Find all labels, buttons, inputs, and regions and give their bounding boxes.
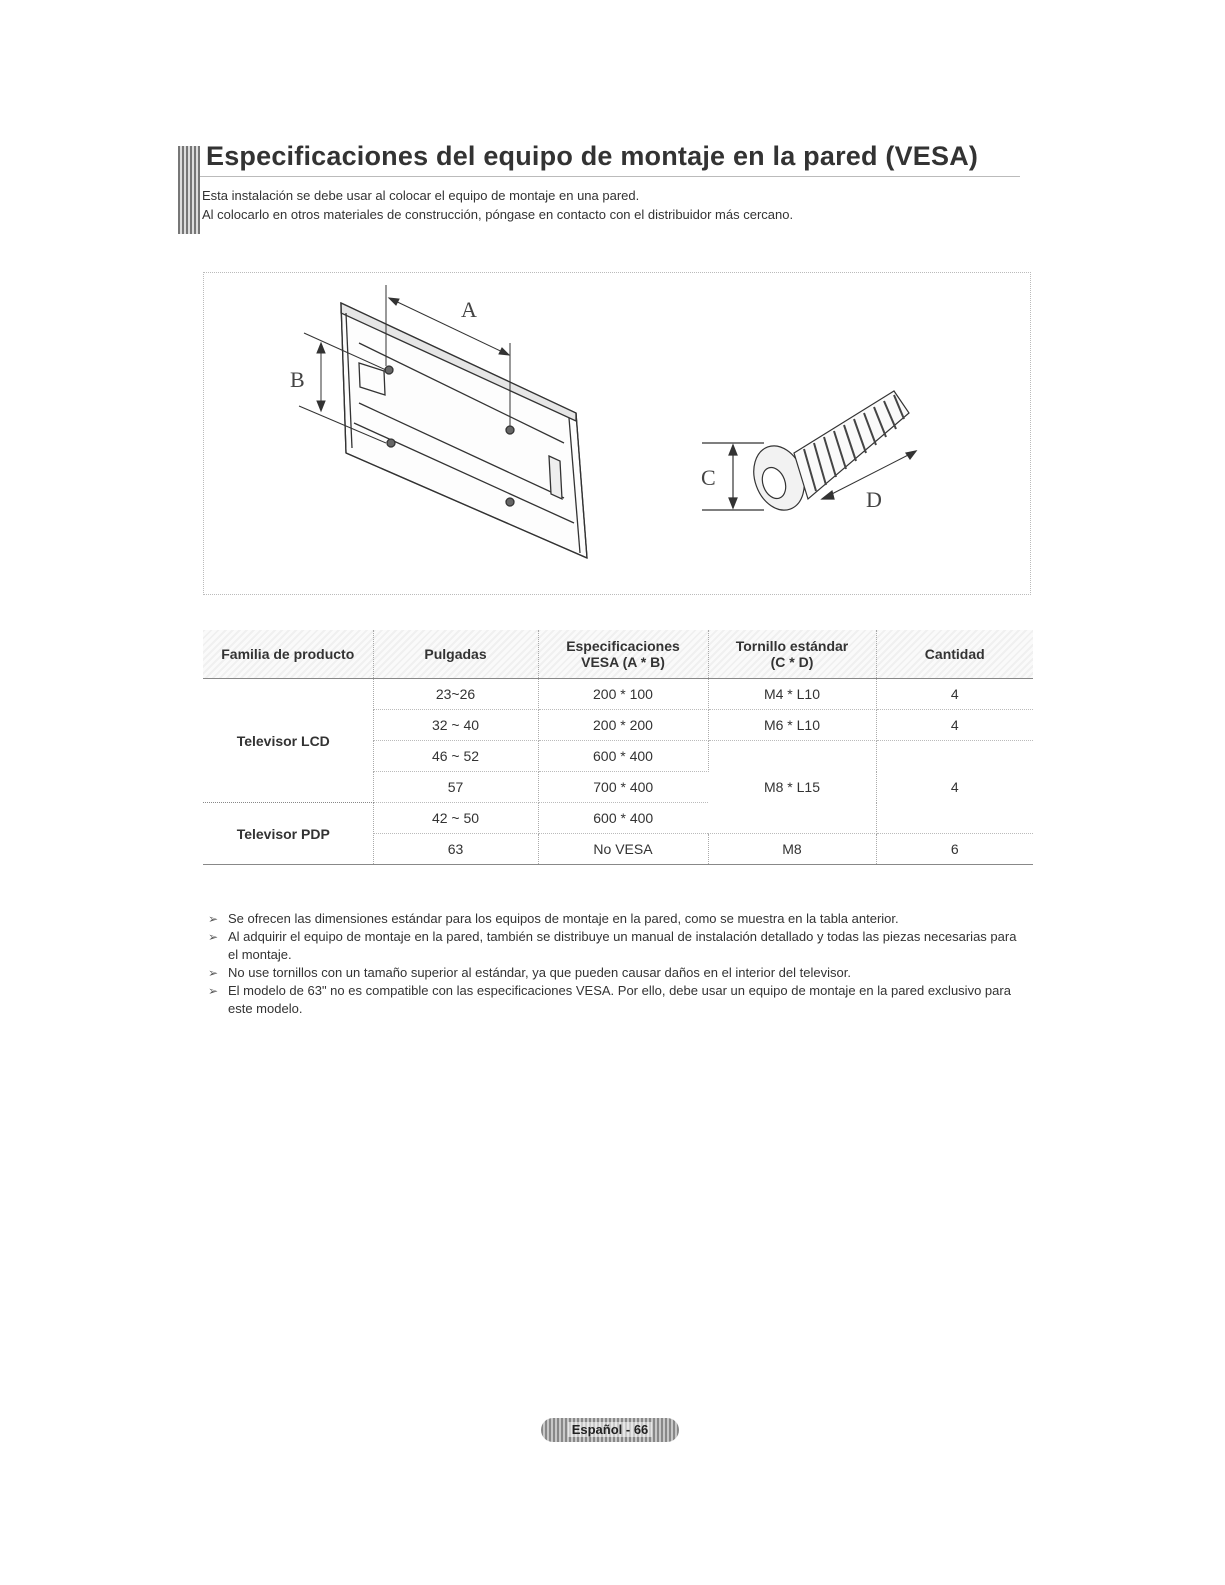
note-text: El modelo de 63" no es compatible con las especificaciones VESA. Por ello, debe usar un equipo de montaje en la pared exclusivo para este modelo. <box>228 983 1011 1016</box>
header-inches: Pulgadas <box>373 630 538 679</box>
header-screw-line1: Tornillo estándar <box>735 638 849 654</box>
intro-text <box>202 186 793 224</box>
header-screw-line2: (C * D) <box>770 654 814 670</box>
arrow-bullet-icon: ➢ <box>208 966 219 980</box>
note-text: Se ofrecen las dimensiones estándar para los equipos de montaje en la pared, como se muestra en la tabla anterior. <box>228 911 899 926</box>
note-item <box>208 928 1028 964</box>
vesa-diagram <box>204 273 1032 596</box>
cell-screw-shared: M8 * L15 <box>708 741 876 834</box>
label-d: D <box>866 487 882 512</box>
header-screw <box>708 630 876 679</box>
vesa-illustration <box>203 272 1031 595</box>
note-item <box>208 982 1028 1018</box>
cell-screw: M6 * L10 <box>708 710 876 741</box>
notes-list <box>208 910 1028 1018</box>
screw-drawing <box>702 391 916 517</box>
heading-divider <box>200 176 1020 177</box>
note-item <box>208 910 1028 928</box>
cell-qty: 4 <box>876 710 1033 741</box>
cell-vesa: 600 * 400 <box>538 803 708 834</box>
header-quantity: Cantidad <box>876 630 1033 679</box>
header-family: Familia de producto <box>203 630 373 679</box>
cell-qty: 4 <box>876 679 1033 710</box>
label-c: C <box>701 465 716 490</box>
intro-line-1: Esta instalación se debe usar al colocar el equipo de montaje en una pared. <box>202 188 640 203</box>
family-pdp: Televisor PDP <box>203 803 373 865</box>
vesa-spec-table <box>203 630 1033 865</box>
label-a: A <box>461 297 477 322</box>
cell-inches: 32 ~ 40 <box>373 710 538 741</box>
family-lcd: Televisor LCD <box>203 679 373 803</box>
cell-qty: 6 <box>876 834 1033 865</box>
cell-vesa: 200 * 200 <box>538 710 708 741</box>
header-vesa-line2: VESA (A * B) <box>581 654 665 670</box>
cell-inches: 63 <box>373 834 538 865</box>
arrow-bullet-icon: ➢ <box>208 930 219 944</box>
cell-vesa: 200 * 100 <box>538 679 708 710</box>
table-row <box>203 679 1033 710</box>
tv-back-drawing <box>341 303 587 558</box>
page-number: Español - 66 <box>568 1422 653 1437</box>
cell-qty-shared: 4 <box>876 741 1033 834</box>
header-vesa <box>538 630 708 679</box>
note-text: No use tornillos con un tamaño superior al estándar, ya que pueden causar daños en el interior del televisor. <box>228 965 851 980</box>
cell-inches: 23~26 <box>373 679 538 710</box>
arrow-bullet-icon: ➢ <box>208 912 219 926</box>
note-item <box>208 964 1028 982</box>
cell-vesa: 700 * 400 <box>538 772 708 803</box>
page-number-badge <box>541 1418 679 1442</box>
page-title: Especificaciones del equipo de montaje en la pared (VESA) <box>206 141 979 171</box>
table-header-row <box>203 630 1033 679</box>
cell-vesa: No VESA <box>538 834 708 865</box>
heading-bar-decoration <box>178 146 200 234</box>
cell-inches: 42 ~ 50 <box>373 803 538 834</box>
arrow-bullet-icon: ➢ <box>208 984 219 998</box>
header-vesa-line1: Especificaciones <box>566 638 680 654</box>
cell-inches: 57 <box>373 772 538 803</box>
note-text: Al adquirir el equipo de montaje en la pared, también se distribuye un manual de instalación detallado y todas las piezas necesarias para el montaje. <box>228 929 1017 962</box>
intro-line-2: Al colocarlo en otros materiales de construcción, póngase en contacto con el distribuidor más cercano. <box>202 207 794 222</box>
label-b: B <box>290 367 305 392</box>
cell-screw: M8 <box>708 834 876 865</box>
cell-vesa: 600 * 400 <box>538 741 708 772</box>
cell-inches: 46 ~ 52 <box>373 741 538 772</box>
cell-screw: M4 * L10 <box>708 679 876 710</box>
